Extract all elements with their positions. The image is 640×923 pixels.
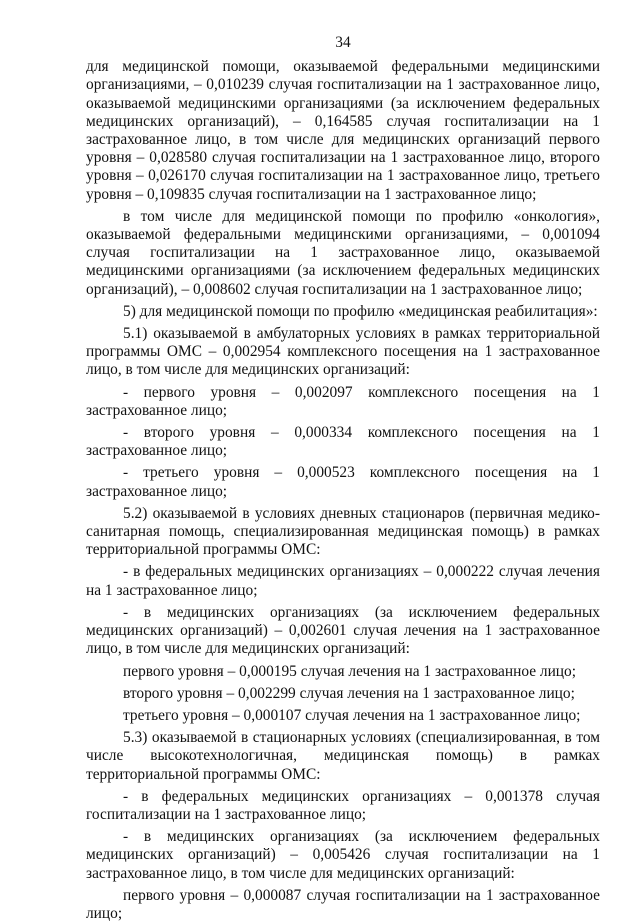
document-body [86, 58, 600, 923]
paragraph: третьего уровня – 0,000107 случая лечения на 1 застрахованное лицо; [123, 706, 581, 724]
paragraph: - в федеральных медицинских организациях – 0,001378 случая госпитализации на 1 застрахованное лицо; [86, 787, 600, 823]
paragraph: - в медицинских организациях (за исключением федеральных медицинских организаций) – 0,002601 случая лечения на 1 застрахованное лицо, в том числе для медицинских организаций: [86, 603, 600, 658]
paragraph: - в медицинских организациях (за исключением федеральных медицинских организаций) – 0,005426 случая госпитализации на 1 застрахованное лицо, в том числе для медицинских организаций: [86, 828, 600, 882]
paragraph: второго уровня – 0,002299 случая лечения на 1 застрахованное лицо; [123, 684, 575, 702]
paragraph: - третьего уровня – 0,000523 комплексного посещения на 1 застрахованное лицо; [86, 464, 600, 500]
paragraph: первого уровня – 0,000087 случая госпитализации на 1 застрахованное лицо; [86, 886, 600, 922]
paragraph: - второго уровня – 0,000334 комплексного посещения на 1 застрахованное лицо; [86, 424, 600, 460]
paragraph: 5.1) оказываемой в амбулаторных условиях в рамках территориальной программы ОМС – 0,002954 комплексного посещения на 1 застрахованное лицо, в том числе для медицинских организаций: [86, 325, 600, 379]
paragraph: - первого уровня – 0,002097 комплексного посещения на 1 застрахованное лицо; [86, 383, 600, 419]
paragraph: 5.2) оказываемой в условиях дневных стационаров (первичная медико-санитарная помощь, специализированная медицинская помощь) в рамках территориальной программы ОМС: [86, 504, 600, 559]
paragraph: - в федеральных медицинских организациях – 0,000222 случая лечения на 1 застрахованное лицо; [86, 563, 600, 599]
paragraph: 5.3) оказываемой в стационарных условиях (специализированная, в том числе высокотехнологичная, медицинская помощь) в рамках территориальной программы ОМС: [86, 729, 600, 783]
paragraph: первого уровня – 0,000195 случая лечения на 1 застрахованное лицо; [123, 662, 577, 680]
page-number: 34 [335, 34, 351, 51]
paragraph: 5) для медицинской помощи по профилю «медицинская реабилитация»: [123, 302, 598, 320]
document-page [86, 34, 600, 923]
paragraph: для медицинской помощи, оказываемой федеральными медицинскими организациями, – 0,010239 случая госпитализации на 1 застрахованное лицо, оказываемой медицинскими организациями (за исключением федеральных медицинских организаций), – 0,164585 случая госпитализации на 1 застрахованное лицо, в том числе для медицинских организаций первого уровня – 0,028580 случая госпитализации на 1 застрахованное лицо, второго уровня – 0,026170 случая госпитализации на 1 застрахованное лицо, третьего уровня – 0,109835 случая госпитализации на 1 застрахованное лицо; [86, 58, 600, 203]
paragraph: в том числе для медицинской помощи по профилю «онкология», оказываемой федеральными медицинскими организациями, – 0,001094 случая госпитализации на 1 застрахованное лицо, оказываемой медицинскими организациями (за исключением федеральных медицинских организаций), – 0,008602 случая госпитализации на 1 застрахованное лицо; [86, 207, 600, 298]
